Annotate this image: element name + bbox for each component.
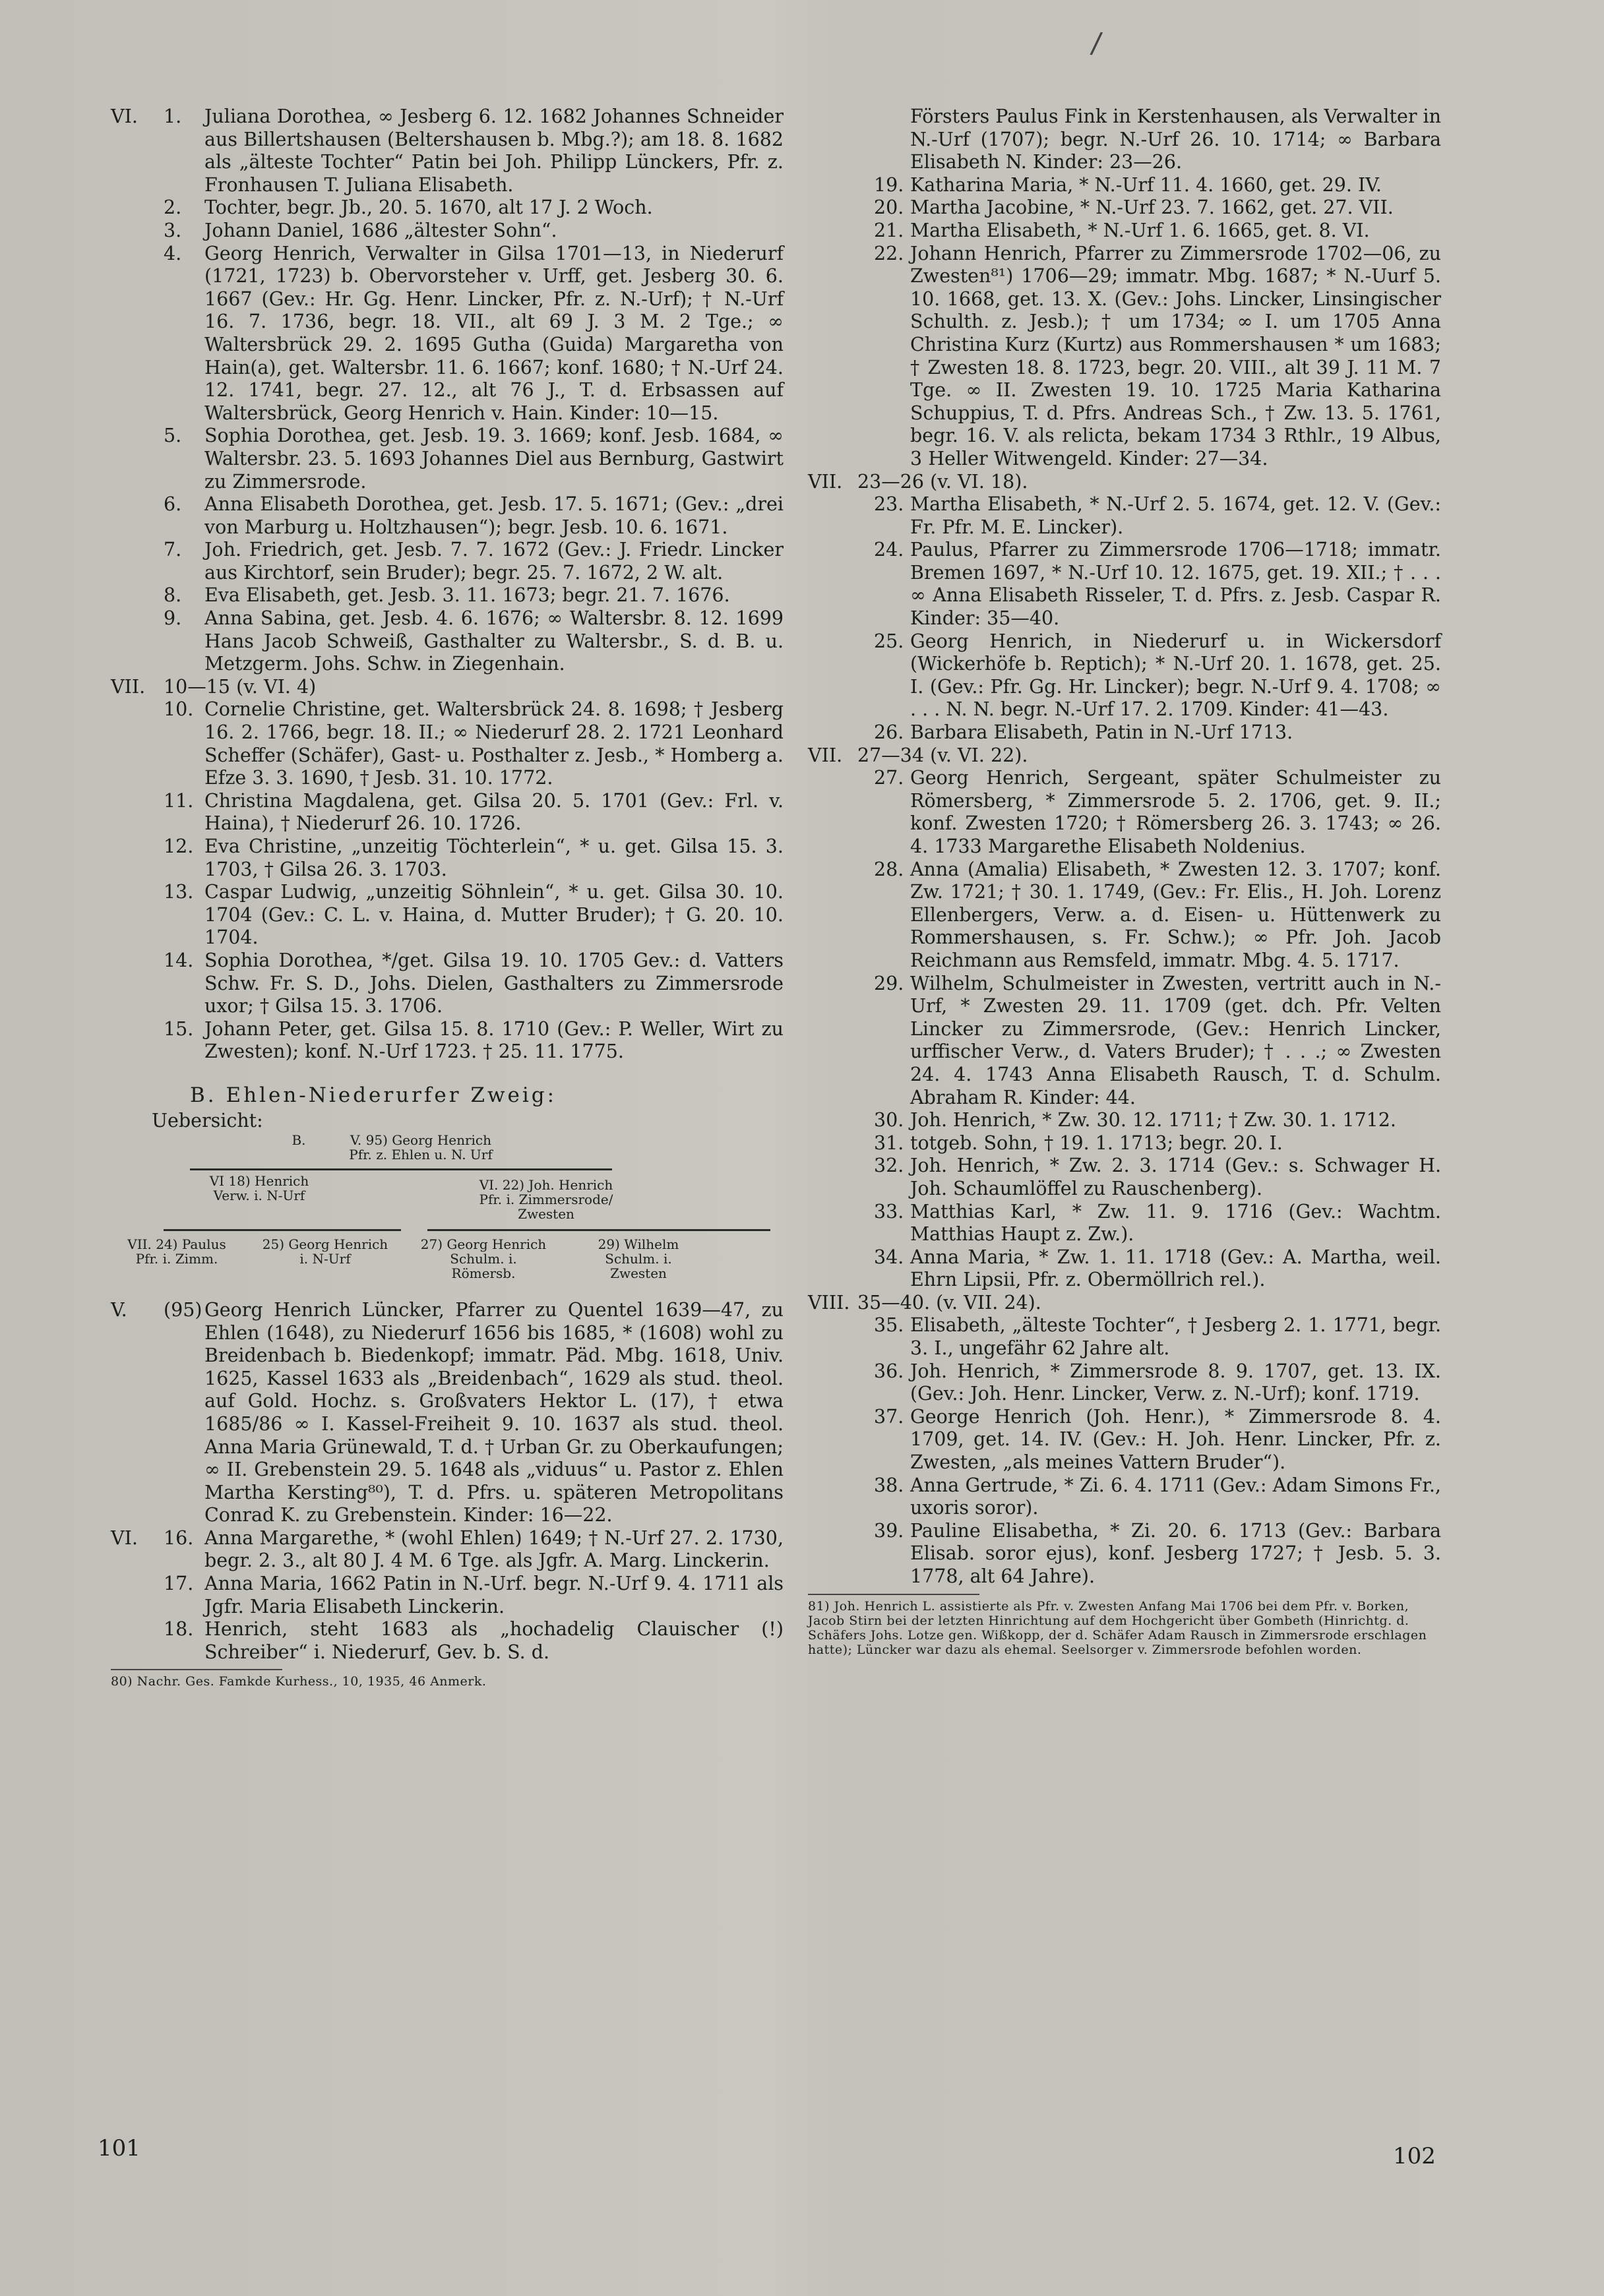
entry-text: Joh. Henrich, * Zw. 2. 3. 1714 (Gev.: s. Schwager H. Joh. Schaumlöffel zu Rauschenberg). [910,1155,1441,1199]
entry-35 [808,1314,1441,1360]
margin-mark: / [1089,26,1104,61]
generation-label: VI. [111,1526,138,1549]
entry-text: Johann Daniel, 1686 „ältester Sohn“. [204,219,557,241]
entry-9 [111,607,784,676]
entry-number: 23. [874,493,904,516]
left-entries-a [111,106,784,1064]
entry-19 [808,174,1441,197]
entry-number: 17. [164,1573,194,1595]
entry-10 [111,698,784,789]
tree-child-b: VI. 22) Joh. Henrich [479,1176,613,1193]
tree-grandchild-29: 29) Wilhelm [598,1236,679,1252]
entry-11 [111,790,784,835]
entry-text: Anna Elisabeth Dorothea, get. Jesb. 17. 5. 1671; (Gev.: „drei von Marburg u. Holtzhausen“); begr. Jesb. 10. 6. 1671. [204,493,784,538]
entry-95 [111,1299,784,1527]
entry-number: 30. [874,1109,904,1132]
entry-number: 14. [164,949,194,971]
entry-number: 6. [164,493,182,516]
tree-grandchild-27-place: Römersb. [451,1265,516,1281]
entry-text: Anna Gertrude, * Zi. 6. 4. 1711 (Gev.: Adam Simons Fr., uxoris soror). [910,1474,1441,1519]
footnote-81: 81) Joh. Henrich L. assistierte als Pfr. v. Zwesten Anfang Mai 1706 bei dem Pfr. v. Borken, Jacob Stirn bei der letzten Hinrichtung auf dem Hochgericht über Gombeth (Hinrichtg. d. Schäfers Johs. Lotze gen. Wißkopp, der d. Schäfer Adam Rausch in Zimmersrode erschlagen hatte); Lüncker war dazu als ehemal. Seelsorger v. Zimmersrode befohlen worden. [808,1598,1427,1657]
generation-range: 23—26 (v. VI. 18). [857,470,1028,493]
entry-24 [808,539,1441,630]
tree-root: V. 95) Georg Henrich [350,1132,492,1148]
entry-27 [808,767,1441,858]
left-entries-c [111,1299,784,1664]
generation-label: V. [111,1298,127,1321]
entry-text: Johann Peter, get. Gilsa 15. 8. 1710 (Gev.: P. Weller, Wirt zu Zwesten); konf. N.-Urf 1723. † 25. 11. 1775. [204,1017,784,1063]
entry-text: Anna Maria, * Zw. 1. 11. 1718 (Gev.: A. Martha, weil. Ehrn Lipsii, Pfr. z. Obermöllrich rel.). [910,1246,1441,1291]
entry-number: 19. [874,173,904,196]
entry-text: Anna Sabina, get. Jesb. 4. 6. 1676; ∞ Waltersbr. 8. 12. 1699 Hans Jacob Schweiß, Gasthalter zu Waltersbr., S. d. B. u. Metzgerm. Johs. Schw. in Ziegenhain. [204,607,784,675]
entry-text: Joh. Henrich, * Zw. 30. 12. 1711; † Zw. 30. 1. 1712. [910,1109,1396,1132]
tree-grandchild-24: VII. 24) Paulus [127,1236,226,1252]
entry-number: 7. [164,539,182,561]
continuation-text: Försters Paulus Fink in Kerstenhausen, als Verwalter in N.-Urf (1707); begr. N.-Urf 26. 10. 1714; ∞ Barbara Elisabeth N. Kinder: 23—26. [910,106,1441,173]
entry-text: Elisabeth, „älteste Tochter“, † Jesberg 2. 1. 1771, begr. 3. I., ungefähr 62 Jahre alt. [910,1314,1441,1360]
entry-text: Georg Henrich, in Niederurf u. in Wickersdorf (Wickerhöfe b. Reptich); * N.-Urf 20. 1. 1678, get. 25. I. (Gev.: Pfr. Gg. Hr. Lincker); begr. N.-Urf 9. 4. 1708; ∞ . . . N. N. begr. N.-Urf 17. 2. 1709. Kinder: 41—43. [910,630,1441,721]
entry-39 [808,1520,1441,1588]
entry-text: Martha Elisabeth, * N.-Urf 2. 5. 1674, get. 12. V. (Gev.: Fr. Pfr. M. E. Lincker). [910,493,1441,538]
entry-text: Caspar Ludwig, „unzeitig Söhnlein“, * u. get. Gilsa 30. 10. 1704 (Gev.: C. L. v. Haina, d. Mutter Bruder); † G. 20. 10. 1704. [204,881,784,949]
entry-text: George Henrich (Joh. Henr.), * Zimmersrode 8. 4. 1709, get. 14. IV. (Gev.: H. Joh. Henr. Lincker, Pfr. z. Zwesten, „als meines Vattern Bruder“). [910,1405,1441,1474]
entry-text: Pauline Elisabetha, * Zi. 20. 6. 1713 (Gev.: Barbara Elisab. soror ejus), konf. Jesberg 1727; † Jesb. 5. 3. 1778, alt 64 Jahre). [910,1519,1441,1587]
generation-header-vii [111,676,784,699]
entry-28 [808,859,1441,973]
right-column [808,106,1441,1657]
entry-5 [111,425,784,493]
entry-20 [808,196,1441,220]
entry-23 [808,493,1441,539]
entry-text: Martha Elisabeth, * N.-Urf 1. 6. 1665, get. 8. VI. [910,219,1370,241]
tree-grandchild-25: 25) Georg Henrich [262,1236,388,1252]
entry-text: Georg Henrich Lüncker, Pfarrer zu Quentel 1639—47, zu Ehlen (1648), zu Niederurf 1656 bis 1685, * (1608) wohl zu Breidenbach b. Biedenkopf; immatr. Päd. Mbg. 1618, Univ. 1625, Kassel 1633 als „Breidenbach“, 1629 als stud. theol. auf Gold. Hochz. s. Großvaters Hektor L. (17), † etwa 1685/86 ∞ I. Kassel-Freiheit 9. 10. 1637 als stud. theol. Anna Maria Grünewald, T. d. † Urban Gr. zu Oberkaufungen; ∞ II. Grebenstein 29. 5. 1648 als „viduus“ u. Pastor z. Ehlen Martha Kersting⁸⁰), T. d. Pfrs. u. späteren Metropolitans Conrad K. zu Grebenstein. Kinder: 16—22. [204,1298,784,1526]
page-number-right: 102 [1393,2143,1436,2169]
entry-number: 38. [874,1474,904,1496]
entry-number: 11. [164,789,194,812]
tree-connector [427,1229,770,1231]
entry-25 [808,630,1441,721]
footnote-rule [111,1669,282,1670]
entry-text: Sophia Dorothea, */get. Gilsa 19. 10. 1705 Gev.: d. Vatters Schw. Fr. S. D., Johs. Dielen, Gasthalters zu Zimmersrode uxor; † Gilsa 15. 3. 1706. [204,949,784,1017]
tree-grandchild-27-role: Schulm. i. [450,1250,517,1267]
entry-number: 5. [164,425,182,447]
entry-text: Wilhelm, Schulmeister in Zwesten, vertritt auch in N.-Urf, * Zwesten 29. 11. 1709 (get. dch. Pfr. Velten Lincker zu Zimmersrode, (Gev.: Henrich Lincker, urffischer Verw., d. Vaters Bruder); † . . .; ∞ Zwesten 24. 4. 1743 Anna Elisabeth Rausch, T. d. Schulm. Abraham R. Kinder: 44. [910,972,1441,1108]
entry-8 [111,584,784,607]
entry-number: 15. [164,1017,194,1040]
entry-text: Joh. Henrich, * Zimmersrode 8. 9. 1707, get. 13. IX. (Gev.: Joh. Henr. Lincker, Verw. z. N.-Urf); konf. 1719. [910,1360,1441,1405]
entry-number: 27. [874,767,904,789]
entry-33 [808,1201,1441,1246]
entry-number: 16. [164,1526,194,1549]
entry-26 [808,721,1441,744]
entry-number: 2. [164,196,182,219]
entry-text: Johann Henrich, Pfarrer zu Zimmersrode 1702—06, zu Zwesten⁸¹) 1706—29; immatr. Mbg. 1687; * N.-Uurf 5. 10. 1668, get. 13. X. (Gev.: Johs. Lincker, Linsingischer Schulth. z. Jesb.); † um 1734; ∞ I. um 1705 Anna Christina Kurz (Kurtz) aus Rommershausen * um 1683; † Zwesten 18. 8. 1723, begr. 20. VIII., alt 39 J. 11 M. 7 Tge. ∞ II. Zwesten 19. 10. 1725 Maria Katharina Schuppius, T. d. Pfrs. Andreas Sch., † Zw. 13. 5. 1761, begr. 16. V. als relicta, bekam 1734 3 Rthlr., 19 Albus, 3 Heller Witwengeld. Kinder: 27—34. [910,242,1441,469]
tree-root-role: Pfr. z. Ehlen u. N. Urf [349,1146,493,1163]
footnote-rule [808,1594,979,1595]
family-tree-diagram [111,1132,784,1294]
entry-number: 26. [874,721,904,744]
section-heading: B. Ehlen-Niederurfer Zweig: [190,1083,557,1107]
generation-label: VII. [808,470,843,493]
entry-number: 3. [164,219,182,241]
tree-child-a: VI 18) Henrich [209,1172,309,1189]
entry-number: 1. [164,106,182,127]
entry-text: Joh. Friedrich, get. Jesb. 7. 7. 1672 (Gev.: J. Friedr. Lincker aus Kirchtorf, sein Bruder); begr. 25. 7. 1672, 2 W. alt. [204,539,784,584]
entry-number: 13. [164,881,194,903]
entry-number: 25. [874,630,904,652]
entry-14 [111,950,784,1018]
entry-12 [111,835,784,881]
tree-grandchild-24-role: Pfr. i. Zimm. [135,1250,218,1267]
entry-number: 36. [874,1360,904,1382]
entry-number: 20. [874,196,904,219]
entry-text: Cornelie Christine, get. Waltersbrück 24. 8. 1698; † Jesberg 16. 2. 1766, begr. 18. II.; ∞ Niederurf 28. 2. 1721 Leonhard Scheffer (Schäfer), Gast- u. Posthalter z. Jesb., * Homberg a. Efze 3. 3. 1690, † Jesb. 31. 10. 1772. [204,698,784,789]
entry-text: Anna (Amalia) Elisabeth, * Zwesten 12. 3. 1707; konf. Zw. 1721; † 30. 1. 1749, (Gev.: Fr. Elis., H. Joh. Lorenz Ellenbergers, Verw. a. d. Eisen- u. Hüttenwerk zu Rommershausen, s. Fr. Schw.); ∞ Pfr. Joh. Jacob Reichmann aus Remsfeld, immatr. Mbg. 4. 5. 1717. [910,858,1441,971]
tree-grandchild-29-place: Zwesten [610,1265,667,1281]
entry-4 [111,243,784,425]
entry-number: 24. [874,539,904,561]
entry-17 [111,1573,784,1618]
tree-connector [190,1168,612,1170]
entry-text: Christina Magdalena, get. Gilsa 20. 5. 1701 (Gev.: Frl. v. Haina), † Niederurf 26. 10. 1726. [204,789,784,835]
entry-2 [111,196,784,220]
entry-number: 22. [874,242,904,264]
entry-6 [111,493,784,539]
entry-number: 37. [874,1405,904,1428]
entry-number: (95) [164,1298,202,1321]
footnote-80: 80) Nachr. Ges. Famkde Kurhess., 10, 1935, 46 Anmerk. [111,1674,487,1689]
entry-number: 35. [874,1314,904,1337]
entry-text: Anna Margarethe, * (wohl Ehlen) 1649; † N.-Urf 27. 2. 1730, begr. 2. 3., alt 80 J. 4 M. 6 Tge. als Jgfr. A. Marg. Linckerin. [204,1526,784,1572]
generation-header-vii-b [808,744,1441,768]
entry-text: Tochter, begr. Jb., 20. 5. 1670, alt 17 J. 2 Woch. [204,196,653,219]
entry-1 [111,106,784,196]
entry-number: 29. [874,972,904,994]
entry-text: Georg Henrich, Sergeant, später Schulmeister zu Römersberg, * Zimmersrode 5. 2. 1706, get. 9. II.; konf. Zwesten 1720; † Römersberg 26. 3. 1743; ∞ 26. 4. 1733 Margarethe Elisabeth Noldenius. [910,767,1441,857]
entry-number: 8. [164,584,182,607]
entry-30 [808,1109,1441,1132]
entry-text: Barbara Elisabeth, Patin in N.-Urf 1713. [910,721,1293,744]
entry-18 [111,1618,784,1664]
entry-number: 39. [874,1519,904,1542]
left-column [111,106,784,1689]
entry-number: 10. [164,698,194,721]
entry-text: Eva Christine, „unzeitig Töchterlein“, * u. get. Gilsa 15. 3. 1703, † Gilsa 26. 3. 1703. [204,835,784,880]
generation-header-vii-a [808,471,1441,494]
entry-text: Katharina Maria, * N.-Urf 11. 4. 1660, get. 29. IV. [910,173,1382,196]
generation-range: 27—34 (v. VI. 22). [857,744,1028,766]
entry-15 [111,1018,784,1064]
entry-text: Juliana Dorothea, ∞ Jesberg 6. 12. 1682 Johannes Schneider aus Billertshausen (Beltershausen b. Mbg.?); am 18. 8. 1682 als „älteste Tochter“ Patin bei Joh. Philipp Lünckers, Pfr. z. Fronhausen T. Juliana Elisabeth. [204,106,784,196]
entry-number: 12. [164,835,194,857]
tree-child-a-role: Verw. i. N-Urf [213,1187,305,1203]
entry-text: Eva Elisabeth, get. Jesb. 3. 11. 1673; begr. 21. 7. 1676. [204,584,730,607]
entry-number: 31. [874,1132,904,1154]
entry-number: 28. [874,858,904,880]
entry-21 [808,220,1441,243]
entry-number: 9. [164,607,182,630]
entry-number: 4. [164,242,182,264]
entry-38 [808,1474,1441,1520]
entry-number: 32. [874,1155,904,1177]
tree-grandchild-27: 27) Georg Henrich [420,1236,547,1252]
entry-number: 21. [874,219,904,241]
entry-text: Paulus, Pfarrer zu Zimmersrode 1706—1718; immatr. Bremen 1697, * N.-Urf 10. 12. 1675, get. 19. XII.; † . . . ∞ Anna Elisabeth Risseler, T. d. Pfrs. z. Jesb. Caspar R. Kinder: 35—40. [910,539,1441,630]
entry-22 [808,243,1441,471]
generation-range: 10—15 (v. VI. 4) [164,675,317,698]
entry-number: 34. [874,1246,904,1268]
tree-child-b-place: Zwesten [518,1205,574,1222]
entry-text: Martha Jacobine, * N.-Urf 23. 7. 1662, get. 27. VII. [910,196,1394,219]
tree-grandchild-29-role: Schulm. i. [605,1250,672,1267]
entry-text: totgeb. Sohn, † 19. 1. 1713; begr. 20. I. [910,1132,1283,1154]
entry-37 [808,1406,1441,1474]
generation-label: VI. [111,106,138,127]
entry-36 [808,1360,1441,1406]
entry-text: Anna Maria, 1662 Patin in N.-Urf. begr. N.-Urf 9. 4. 1711 als Jgfr. Maria Elisabeth Linckerin. [204,1573,784,1617]
entry-32 [808,1155,1441,1200]
entry-number: 33. [874,1200,904,1223]
entry-34 [808,1246,1441,1292]
entry-text: Sophia Dorothea, get. Jesb. 19. 3. 1669; konf. Jesb. 1684, ∞ Waltersbr. 23. 5. 1693 Johannes Diel aus Bernburg, Gastwirt zu Zimmersrode. [204,425,784,493]
generation-label: VII. [111,675,146,698]
entry-text: Matthias Karl, * Zw. 11. 9. 1716 (Gev.: Wachtm. Matthias Haupt z. Zw.). [910,1200,1441,1246]
entry-29 [808,973,1441,1110]
tree-child-b-role: Pfr. i. Zimmersrode/ [479,1191,613,1207]
generation-label: VII. [808,744,843,766]
tree-root-prefix: B. [292,1132,306,1148]
entry-16 [111,1527,784,1573]
entry-text: Henrich, steht 1683 als „hochadelig Clauischer (!) Schreiber“ i. Niederurf, Gev. b. S. d. [204,1618,784,1663]
overview-label: Uebersicht: [152,1109,263,1132]
tree-connector [164,1229,401,1231]
entry-number: 18. [164,1618,194,1641]
generation-range: 35—40. (v. VII. 24). [857,1291,1041,1314]
entry-31 [808,1132,1441,1155]
generation-header-viii [808,1292,1441,1315]
entry-3 [111,220,784,243]
entry-7 [111,539,784,584]
tree-grandchild-25-role: i. N-Urf [299,1250,351,1267]
generation-label: VIII. [808,1291,850,1314]
entry-text: Georg Henrich, Verwalter in Gilsa 1701—13, in Niederurf (1721, 1723) b. Obervorsteher v. Urff, get. Jesberg 30. 6. 1667 (Gev.: Hr. Gg. Henr. Lincker, Pfr. z. N.-Urf); † N.-Urf 16. 7. 1736, begr. 18. VII., alt 69 J. 3 M. 2 Tge.; ∞ Waltersbrück 29. 2. 1695 Gutha (Guida) Margaretha von Hain(a), get. Waltersbr. 11. 6. 1667; konf. 1680; † N.-Urf 24. 12. 1741, begr. 27. 12., alt 76 J., T. d. Erbsassen auf Waltersbrück, Georg Henrich v. Hain. Kinder: 10—15. [204,242,784,424]
entry-13 [111,881,784,950]
right-entries [808,106,1441,1588]
page-number-left: 101 [98,2135,140,2161]
